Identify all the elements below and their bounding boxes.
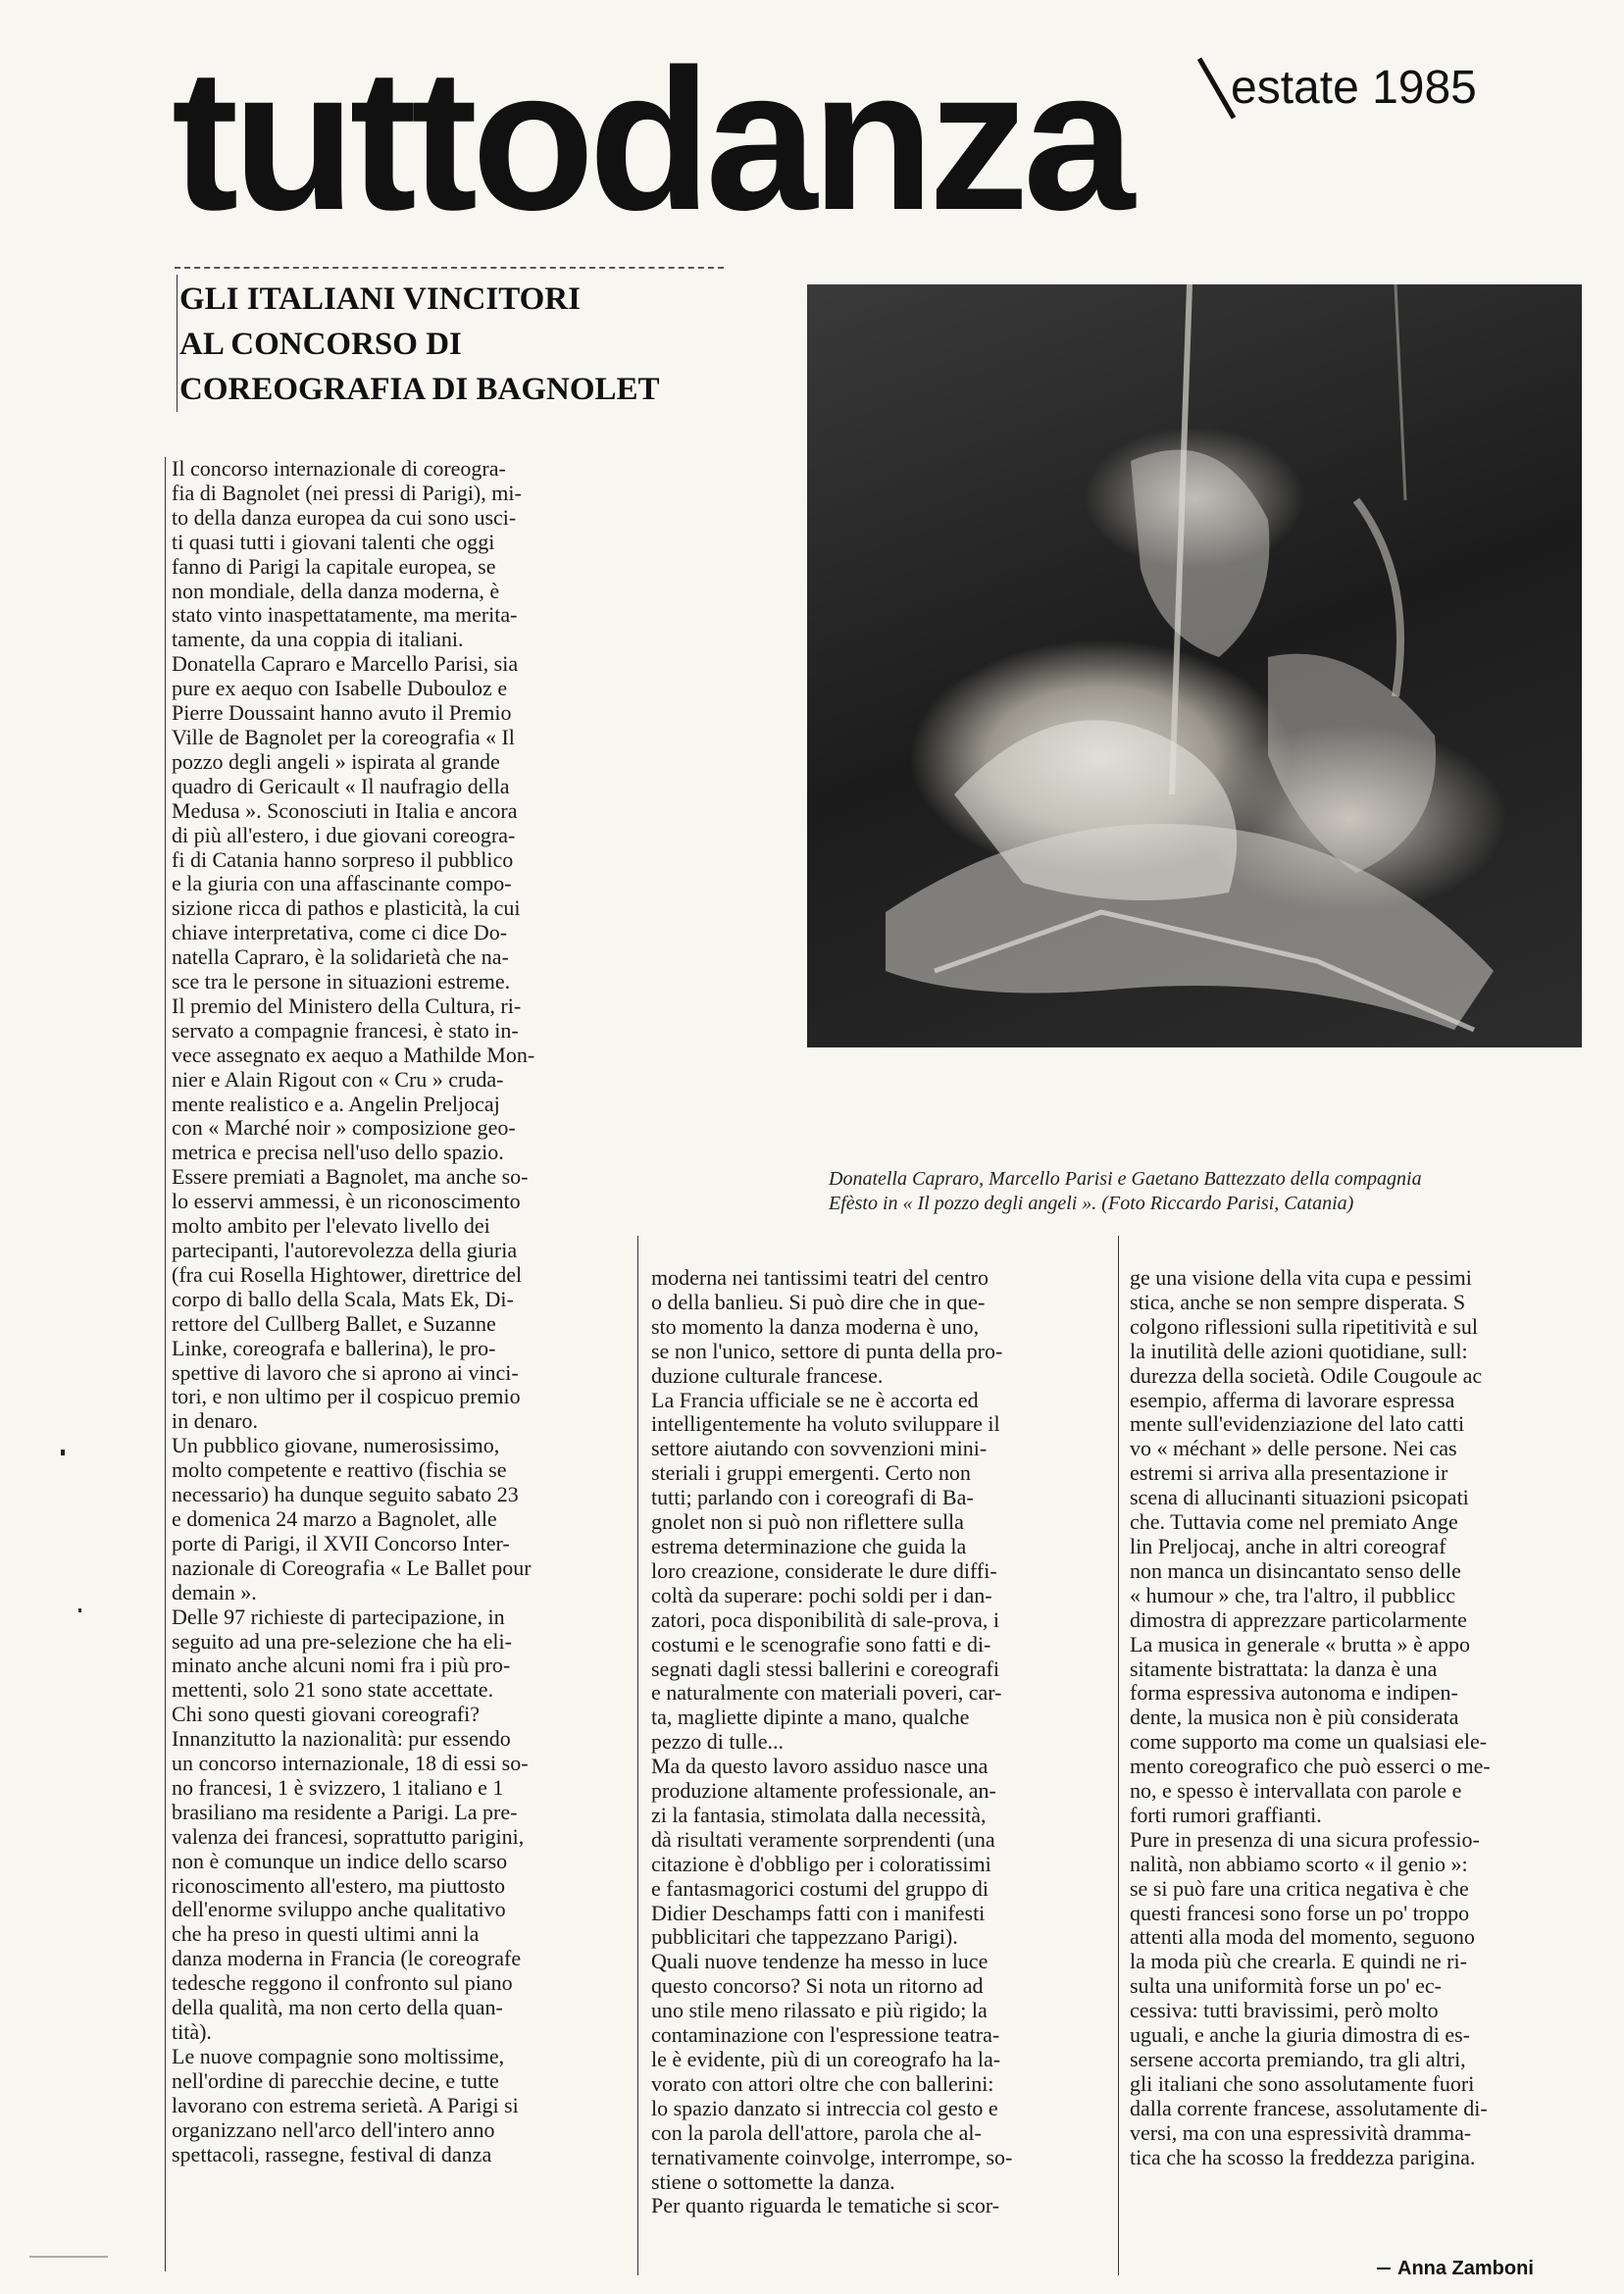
text-line: valenza dei francesi, soprattutto parigini, <box>172 1824 525 1849</box>
text-line: uguali, e anche la giuria dimostra di es- <box>1130 2023 1470 2048</box>
text-line: vorato con attori oltre che con ballerini: <box>651 2071 994 2096</box>
text-line: in denaro. <box>172 1409 258 1434</box>
column-rule-right <box>1118 1236 1119 2275</box>
text-line: mettenti, solo 21 sono state accettate. <box>172 1678 494 1703</box>
text-line: Essere premiati a Bagnolet, ma anche so- <box>172 1165 529 1190</box>
text-line: con « Marché noir » composizione geo- <box>172 1116 516 1141</box>
text-line: Didier Deschamps fatti con i manifesti <box>651 1901 986 1925</box>
text-line: gnolet non si può non riflettere sulla <box>651 1510 964 1535</box>
text-line: Delle 97 richieste di partecipazione, in <box>172 1605 505 1629</box>
text-line: o della banlieu. Si può dire che in que- <box>651 1290 986 1314</box>
text-line: Pure in presenza di una sicura professio- <box>1130 1827 1480 1852</box>
text-line: Per quanto riguarda le tematiche si scor- <box>651 2194 1000 2218</box>
text-line: to della danza europea da cui sono usci- <box>172 505 517 530</box>
text-line: minato anche alcuni nomi fra i più pro- <box>172 1654 511 1678</box>
text-line: questo concorso? Si nota un ritorno ad <box>651 1974 984 1999</box>
text-line: non manca un disincantato senso delle <box>1130 1558 1461 1583</box>
headline-line: AL CONCORSO DI <box>179 327 462 362</box>
text-line: uno stile meno rilassato e più rigido; la <box>651 1999 988 2023</box>
text-line: citazione è d'obbligo per i coloratissimi <box>651 1852 991 1876</box>
text-line: fi di Catania hanno sorpreso il pubblico <box>172 847 514 872</box>
text-line: tedesche reggono il confronto sul piano <box>172 1971 513 1996</box>
text-line: tità). <box>172 2020 212 2044</box>
text-line: tica che ha scosso la freddezza parigina. <box>1130 2145 1476 2169</box>
text-line: Pierre Doussaint hanno avuto il Premio <box>172 701 512 726</box>
text-line: no francesi, 1 è svizzero, 1 italiano e 1 <box>172 1775 504 1800</box>
text-line: demain ». <box>172 1580 257 1605</box>
text-line: nier e Alain Rigout con « Cru » cruda- <box>172 1067 504 1092</box>
text-line: sersene accorta premiando, tra gli altri, <box>1130 2048 1466 2071</box>
text-line: pubblicitari che tappezzano Parigi). <box>651 1925 958 1950</box>
text-line: lin Preljocaj, anche in altri coreograf <box>1130 1534 1446 1558</box>
text-line: « humour » che, tra l'altro, il pubblicc <box>1130 1583 1456 1607</box>
text-line: dimostra di apprezzare particolarmente <box>1130 1607 1467 1632</box>
text-line: sitamente bistrattata: la danza è una <box>1130 1657 1438 1681</box>
text-line: organizzano nell'arco dell'intero anno <box>172 2117 495 2142</box>
text-line: riconoscimento all'estero, ma piuttosto <box>172 1873 506 1898</box>
text-line: loro creazione, considerate le dure diffi- <box>651 1558 997 1583</box>
article-column-3 <box>1130 1266 1583 2170</box>
text-line: stato vinto inaspettatamente, ma merita- <box>172 603 518 628</box>
text-line: come supporto ma come un qualsiasi ele- <box>1130 1730 1488 1755</box>
text-line: Quali nuove tendenze ha messo in luce <box>651 1950 989 1974</box>
text-line: costumi e le scenografie sono fatti e di- <box>651 1632 991 1657</box>
text-line: sizione ricca di pathos e plasticità, la cui <box>172 896 521 921</box>
text-line: molto ambito per l'elevato livello dei <box>172 1214 490 1239</box>
text-line: dà risultati veramente sorprendenti (una <box>651 1827 995 1852</box>
text-line: sulta una uniformità forse un po' ec- <box>1130 1974 1442 1999</box>
text-line: spettacoli, rassegne, festival di danza <box>172 2142 492 2167</box>
text-line: dalla corrente francese, assolutamente di- <box>1130 2096 1488 2120</box>
text-line: estremi si arriva alla presentazione ir <box>1130 1461 1448 1486</box>
text-line: settore aiutando con sovvenzioni mini- <box>651 1437 988 1461</box>
text-line: danza moderna in Francia (le coreografe <box>172 1947 522 1971</box>
signature-dash <box>1377 2268 1391 2269</box>
text-line: vo « méchant » delle persone. Nei cas <box>1130 1437 1457 1461</box>
text-line: nazionale di Coreografia « Le Ballet pour <box>172 1555 532 1580</box>
text-line: attenti alla moda del momento, seguono <box>1130 1925 1475 1950</box>
text-line: e domenica 24 marzo a Bagnolet, alle <box>172 1506 497 1531</box>
text-line: nalità, non abbiamo scorto « il genio »: <box>1130 1852 1468 1876</box>
text-line: colgono riflessioni sulla ripetitività e sul <box>1130 1314 1478 1339</box>
text-line: Medusa ». Sconosciuti in Italia e ancora <box>172 798 518 823</box>
text-line: La musica in generale « brutta » è appo <box>1130 1632 1470 1657</box>
text-line: chiave interpretativa, come ci dice Do- <box>172 921 508 945</box>
text-line: sce tra le persone in situazioni estreme. <box>172 970 511 994</box>
text-line: zatori, poca disponibilità di sale-prova, i <box>651 1607 999 1632</box>
article-column-1 <box>172 457 662 2167</box>
headline-line: COREOGRAFIA DI BAGNOLET <box>179 372 660 407</box>
photo-illustration <box>807 284 1582 1047</box>
text-line: fanno di Parigi la capitale europea, se <box>172 554 496 579</box>
text-line: servato a compagnie francesi, è stato in- <box>172 1018 519 1043</box>
text-line: Ma da questo lavoro assiduo nasce una <box>651 1755 989 1779</box>
text-line: spettive di lavoro che si aprono ai vinci- <box>172 1360 519 1385</box>
text-line: pozzo degli angeli » ispirata al grande <box>172 749 500 774</box>
text-line: Linke, coreografa e ballerina), le pro- <box>172 1336 496 1360</box>
text-line: dell'enorme sviluppo anche qualitativo <box>172 1898 506 1922</box>
text-line: che. Tuttavia come nel premiato Ange <box>1130 1510 1458 1535</box>
issue-season: estate 1985 <box>1231 62 1477 114</box>
scan-speck <box>78 1608 81 1612</box>
text-line: Ville de Bagnolet per la coreografia « Il <box>172 725 515 749</box>
article-headline <box>179 277 768 412</box>
text-line: se si può fare una critica negativa è che <box>1130 1876 1469 1901</box>
text-line: tori, e non ultimo per il cospicuo premio <box>172 1385 521 1409</box>
text-line: stiene o sottomette la danza. <box>651 2169 895 2194</box>
text-line: segnati dagli stessi ballerini e coreografi <box>651 1657 999 1681</box>
text-line: contaminazione con l'espressione teatra- <box>651 2023 1000 2048</box>
text-line: versi, ma con una espressività dramma- <box>1130 2120 1472 2145</box>
headline-rule <box>177 275 178 412</box>
text-line: porte di Parigi, il XVII Concorso Inter- <box>172 1531 510 1555</box>
text-line: quadro di Gericault « Il naufragio della <box>172 774 510 798</box>
text-line: partecipanti, l'autorevolezza della giuria <box>172 1239 518 1262</box>
text-line: della qualità, ma non certo della quan- <box>172 1996 503 2020</box>
text-line: vece assegnato ex aequo a Mathilde Mon- <box>172 1043 535 1067</box>
text-line: e naturalmente con materiali poveri, car- <box>651 1681 1002 1706</box>
text-line: ti quasi tutti i giovani talenti che oggi <box>172 530 495 554</box>
text-line: necessario) ha dunque seguito sabato 23 <box>172 1483 519 1507</box>
text-line: molto competente e reattivo (fischia se <box>172 1458 507 1483</box>
text-line: scena di allucinanti situazioni psicopati <box>1130 1486 1469 1510</box>
text-line: pezzo di tulle... <box>651 1730 785 1755</box>
text-line: durezza della società. Odile Cougoule ac <box>1130 1363 1483 1388</box>
text-line: ta, magliette dipinte a mano, qualche <box>651 1706 970 1730</box>
text-line: forti rumori graffianti. <box>1130 1803 1322 1827</box>
text-line: produzione altamente professionale, an- <box>651 1779 996 1804</box>
text-line: (fra cui Rosella Hightower, direttrice del <box>172 1262 523 1287</box>
scan-speck <box>29 2256 108 2258</box>
text-line: coltà da superare: pochi soldi per i dan- <box>651 1583 992 1607</box>
text-line: la inutilità delle azioni quotidiane, sull: <box>1130 1339 1468 1363</box>
text-line: metrica e precisa nell'uso dello spazio. <box>172 1141 504 1165</box>
text-line: cessiva: tutti bravissimi, però molto <box>1130 1999 1439 2023</box>
text-line: ternativamente coinvolge, interrompe, so- <box>651 2145 1013 2169</box>
text-line: non è comunque un indice dello scarso <box>172 1849 508 1873</box>
text-line: gli italiani che sono assolutamente fuori <box>1130 2071 1475 2096</box>
text-line: di più all'estero, i due giovani coreogra- <box>172 823 516 847</box>
text-line: estrema determinazione che guida la <box>651 1534 967 1558</box>
text-line: con la parola dell'attore, parola che al- <box>651 2120 982 2145</box>
text-line: intelligentemente ha voluto sviluppare il <box>651 1412 1000 1437</box>
photo-caption <box>829 1167 1584 1216</box>
scan-speck <box>61 1450 65 1455</box>
text-line: nell'ordine di parecchie decine, e tutte <box>172 2068 499 2093</box>
text-line: lo spazio danzato si intreccia col gesto e <box>651 2096 998 2120</box>
text-line: che ha preso in questi ultimi anni la <box>172 1922 480 1947</box>
headline-line: GLI ITALIANI VINCITORI <box>179 281 581 317</box>
text-line: brasiliano ma residente a Parigi. La pre- <box>172 1800 518 1824</box>
text-line: Donatella Capraro e Marcello Parisi, sia <box>172 652 519 677</box>
text-line: se non l'unico, settore di punta della pro- <box>651 1339 1003 1363</box>
text-line: pure ex aequo con Isabelle Dubouloz e <box>172 677 508 701</box>
text-line: Un pubblico giovane, numerosissimo, <box>172 1434 500 1458</box>
text-line: un concorso internazionale, 18 di essi so- <box>172 1752 529 1776</box>
text-line: Il premio del Ministero della Cultura, ri- <box>172 994 522 1018</box>
text-line: questi francesi sono forse un po' troppo <box>1130 1901 1470 1925</box>
text-line: Le nuove compagnie sono moltissime, <box>172 2044 505 2068</box>
text-line: stica, anche se non sempre disperata. S <box>1130 1290 1466 1314</box>
text-line: esempio, afferma di lavorare espressa <box>1130 1388 1455 1412</box>
text-line: la moda più che crearla. E quindi ne ri- <box>1130 1950 1467 1974</box>
text-line: no, e spesso è intervallata con parole e <box>1130 1779 1462 1804</box>
text-line: dente, la musica non è più considerata <box>1130 1706 1459 1730</box>
text-line: tutti; parlando con i coreografi di Ba- <box>651 1486 974 1510</box>
text-line: forma espressiva autonoma e indipen- <box>1130 1681 1458 1706</box>
text-line: lavorano con estrema serietà. A Parigi si <box>172 2093 519 2117</box>
text-line: mente realistico e a. Angelin Preljocaj <box>172 1092 500 1116</box>
column-rule-left <box>165 457 166 2271</box>
text-line: Chi sono questi giovani coreografi? <box>172 1703 481 1727</box>
text-line: corpo di ballo della Scala, Mats Ek, Di- <box>172 1287 514 1311</box>
text-line: La Francia ufficiale se ne è accorta ed <box>651 1388 979 1412</box>
text-line: seguito ad una pre-selezione che ha eli- <box>172 1629 512 1654</box>
text-line: tamente, da una coppia di italiani. <box>172 628 464 652</box>
text-line: e fantasmagorici costumi del gruppo di <box>651 1876 989 1901</box>
text-line: duzione culturale francese. <box>651 1363 884 1388</box>
text-line: mente sull'evidenziazione del lato catti <box>1130 1412 1465 1437</box>
text-line: mento coreografico che può esserci o me- <box>1130 1755 1491 1779</box>
text-line: natella Capraro, è la solidarietà che na- <box>172 945 509 970</box>
author-signature: Anna Zamboni <box>1397 2258 1534 2279</box>
masthead-title: tuttodanza <box>172 27 1130 252</box>
caption-line: Donatella Capraro, Marcello Parisi e Gaetano Battezzato della compagnia <box>829 1168 1422 1190</box>
text-line: moderna nei tantissimi teatri del centro <box>651 1266 989 1290</box>
text-line: e la giuria con una affascinante compo- <box>172 872 512 896</box>
text-line: steriali i gruppi emergenti. Certo non <box>651 1461 971 1486</box>
text-line: non mondiale, della danza moderna, è <box>172 579 500 603</box>
text-line: rettore del Cullberg Ballet, e Suzanne <box>172 1311 496 1336</box>
text-line: sto momento la danza moderna è uno, <box>651 1314 980 1339</box>
text-line: fia di Bagnolet (nei pressi di Parigi), mi- <box>172 481 522 505</box>
dancers-photo <box>807 284 1582 1047</box>
text-line: zi la fantasia, stimolata dalla necessità, <box>651 1803 987 1827</box>
text-line: lo esservi ammessi, è un riconoscimento <box>172 1190 521 1214</box>
text-line: Il concorso internazionale di coreogra- <box>172 457 506 481</box>
text-line: le è evidente, più di un coreografo ha la- <box>651 2048 1001 2071</box>
text-line: Innanzitutto la nazionalità: pur essendo <box>172 1727 511 1752</box>
caption-line: Efèsto in « Il pozzo degli angeli ». (Foto Riccardo Parisi, Catania) <box>829 1193 1354 1214</box>
headline-top-rule <box>175 267 724 271</box>
text-line: ge una visione della vita cupa e pessimi <box>1130 1266 1472 1290</box>
article-column-2 <box>651 1266 1100 2218</box>
